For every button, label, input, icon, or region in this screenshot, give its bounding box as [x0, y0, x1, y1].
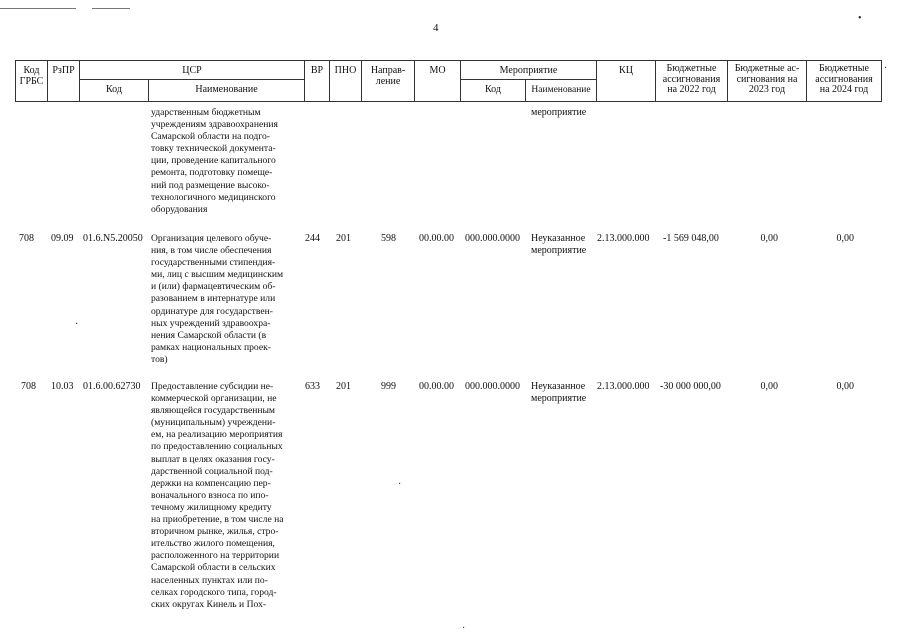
desc-line: коммерческой организации, не [151, 393, 277, 405]
header-b2023-line2: сигнования на [736, 73, 798, 85]
header-pno: ПНО [334, 65, 357, 76]
scan-speck: • [858, 13, 862, 24]
cell-kc: 2.13.000.000 [597, 233, 650, 244]
desc-line: расположенного на территории [151, 550, 280, 562]
cell-meropr-kod: 000.000.0000 [465, 233, 520, 244]
header-naprav-line2: ление [375, 75, 401, 87]
header-meropr-name: Наименование [531, 85, 591, 95]
scan-artifact-line [0, 8, 76, 9]
header-b2024-line2: ассигнования [815, 73, 873, 85]
desc-line: являющейся государственным [151, 405, 275, 417]
continuation-description [151, 107, 297, 216]
header-kod-grbs-line2: ГРБС [19, 75, 44, 87]
header-b2023 [728, 64, 806, 96]
scan-speck: · [75, 319, 79, 330]
continuation-meropr-name: мероприятие [531, 107, 587, 118]
header-csr-name: Наименование [195, 84, 258, 95]
desc-line: ординатуре для государствен- [151, 305, 273, 317]
desc-line: рамках национальных проек- [151, 341, 271, 353]
scan-artifact-line [92, 8, 130, 9]
header-b2023-line1: Бюджетные ас- [734, 63, 800, 74]
header-column-border [881, 60, 882, 102]
desc-line: ремонта, подготовку помеще- [151, 167, 273, 179]
header-kod-grbs [16, 66, 47, 87]
header-bottom-border [15, 101, 882, 102]
header-b2024-line3: на 2024 год [819, 84, 869, 95]
header-vr: ВР [310, 65, 324, 76]
scan-speck: · [398, 479, 402, 490]
desc-line: ительство жилого помещения, [151, 538, 275, 550]
header-rzpr: РзПР [52, 65, 75, 76]
cell-pno: 201 [336, 233, 351, 244]
header-b2023-line3: 2023 год [748, 84, 786, 95]
desc-line: оборудования [151, 203, 208, 215]
cell-b2023: 0,00 [760, 381, 778, 392]
desc-line: учреждениям здравоохранения [151, 119, 278, 131]
header-csr: ЦСР [182, 65, 202, 76]
desc-line: тов) [151, 353, 168, 365]
cell-b2022: -1 569 048,00 [663, 233, 719, 244]
meropr-name-line1: Неуказанное [531, 381, 586, 392]
header-b2022-line1: Бюджетные [666, 63, 717, 74]
cell-meropr-name [531, 381, 586, 405]
cell-csr: 01.6.00.62730 [83, 381, 141, 392]
cell-meropr-kod: 000.000.0000 [465, 381, 520, 392]
header-kod-grbs-line1: Код [23, 65, 40, 76]
cell-kc: 2.13.000.000 [597, 381, 650, 392]
scan-speck: · [462, 623, 466, 634]
header-subrow-border [460, 79, 596, 80]
header-b2022-line3: на 2022 год [667, 84, 716, 95]
cell-description [151, 381, 297, 611]
desc-line: держки на компенсацию пер- [151, 477, 271, 489]
header-kc: КЦ [619, 65, 633, 76]
header-meropr: Мероприятие [499, 65, 558, 76]
meropr-name-line1: Неуказанное [531, 233, 586, 244]
cell-b2024: 0,00 [836, 381, 854, 392]
desc-line: (муниципальным) учреждени- [151, 417, 276, 429]
desc-line: селках городского типа, город- [151, 586, 277, 598]
desc-line: ных учреждений здравоохра- [151, 317, 271, 329]
desc-line: государственными стипендия- [151, 257, 276, 269]
desc-line: дарственной социальной под- [151, 465, 273, 477]
header-mo: МО [429, 65, 446, 76]
desc-line: Самарской области в сельских [151, 562, 276, 574]
desc-line: нения Самарской области (в [151, 329, 267, 341]
cell-rzpr: 10.03 [51, 381, 74, 392]
desc-line: воначального взноса по ипо- [151, 489, 269, 501]
cell-mo: 00.00.00 [419, 381, 454, 392]
cell-csr: 01.6.N5.20050 [83, 233, 143, 244]
cell-b2022: -30 000 000,00 [660, 381, 721, 392]
desc-line: вторичном рынке, жилья, стро- [151, 526, 279, 538]
desc-line: ния, в том числе обеспечения [151, 245, 272, 257]
desc-line: и (или) фармацевтическим об- [151, 281, 276, 293]
desc-line: Предоставление субсидии не- [151, 381, 274, 392]
page-number: 4 [433, 22, 439, 34]
header-b2024-line1: Бюджетные [819, 63, 869, 74]
header-naprav [362, 66, 414, 87]
cell-b2023: 0,00 [760, 233, 778, 244]
cell-meropr-name [531, 233, 586, 257]
desc-line: ударственным бюджетным [151, 107, 261, 118]
header-meropr-kod: Код [485, 84, 501, 95]
cell-mo: 00.00.00 [419, 233, 454, 244]
header-b2022-line2: ассигнования [662, 73, 721, 85]
meropr-name-line2: мероприятие [531, 393, 587, 404]
cell-pno: 201 [336, 381, 351, 392]
desc-line: на приобретение, в том числе на [151, 514, 284, 526]
header-naprav-line1: Направ- [370, 65, 406, 76]
cell-vr: 244 [305, 233, 320, 244]
scan-speck: · [884, 63, 888, 74]
header-b2024 [807, 64, 881, 96]
meropr-name-line2: мероприятие [531, 245, 587, 256]
desc-line: ских округах Кинель и Пох- [151, 598, 267, 610]
header-b2022 [656, 64, 727, 96]
desc-line: ми, лиц с высшим медицинским [151, 269, 284, 281]
desc-line: разованием в интернатуре или [151, 293, 276, 305]
desc-line: течному жилищному кредиту [151, 501, 272, 513]
desc-line: населенных пунктах или по- [151, 574, 268, 586]
cell-description [151, 233, 297, 366]
cell-b2024: 0,00 [836, 233, 854, 244]
cell-naprav: 999 [381, 381, 396, 392]
desc-line: товку технической документа- [151, 143, 276, 155]
desc-line: по предоставлению социальных [151, 441, 283, 453]
desc-line: Самарской области на подго- [151, 131, 270, 143]
cell-grbs: 708 [21, 381, 36, 392]
cell-naprav: 598 [381, 233, 396, 244]
desc-line: выплат в целях оказания госу- [151, 453, 275, 465]
desc-line: ний под размещение высоко- [151, 179, 270, 191]
desc-line: ции, проведение капитального [151, 155, 276, 167]
cell-grbs: 708 [19, 233, 34, 244]
header-subrow-border [79, 79, 305, 80]
desc-line: Организация целевого обуче- [151, 233, 272, 244]
header-csr-kod: Код [106, 84, 122, 95]
header-top-border [15, 60, 882, 61]
cell-rzpr: 09.09 [51, 233, 74, 244]
cell-vr: 633 [305, 381, 320, 392]
desc-line: технологичного медицинского [151, 191, 276, 203]
desc-line: ем, на реализацию мероприятия [151, 429, 283, 441]
